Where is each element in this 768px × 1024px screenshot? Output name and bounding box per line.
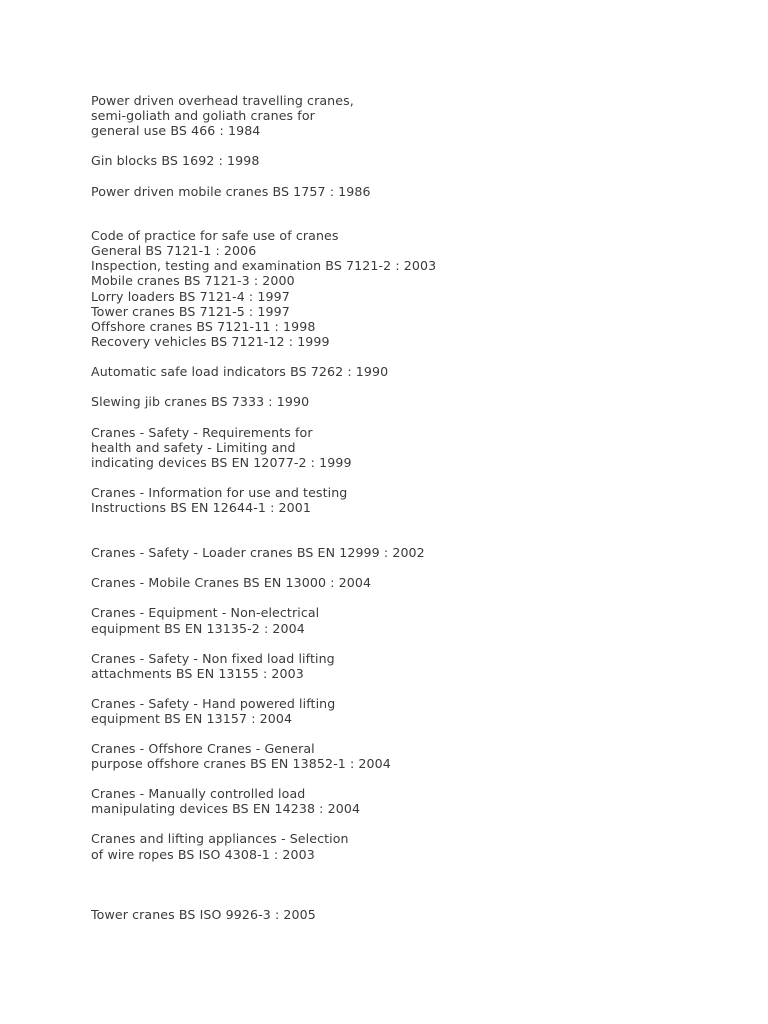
text-line: health and safety - Limiting and (91, 440, 296, 455)
text-line: Recovery vehicles BS 7121-12 : 1999 (91, 334, 330, 349)
text-line: Cranes - Offshore Cranes - General (91, 741, 315, 756)
text-line: Cranes - Equipment - Non-electrical (91, 605, 320, 620)
text-line: Cranes - Safety - Requirements for (91, 425, 313, 440)
text-line: Cranes - Mobile Cranes BS EN 13000 : 2004 (91, 575, 372, 590)
text-line: manipulating devices BS EN 14238 : 2004 (91, 801, 361, 816)
text-line: Tower cranes BS 7121-5 : 1997 (91, 304, 290, 319)
text-line: Cranes - Manually controlled load (91, 786, 306, 801)
text-line: Mobile cranes BS 7121-3 : 2000 (91, 273, 295, 288)
text-line: Code of practice for safe use of cranes (91, 228, 339, 243)
text-line: indicating devices BS EN 12077-2 : 1999 (91, 455, 352, 470)
text-line: equipment BS EN 13135-2 : 2004 (91, 621, 305, 636)
text-line: purpose offshore cranes BS EN 13852-1 : 2004 (91, 756, 391, 771)
text-line: Automatic safe load indicators BS 7262 : 1990 (91, 364, 389, 379)
text-line: Offshore cranes BS 7121-11 : 1998 (91, 319, 316, 334)
text-line: equipment BS EN 13157 : 2004 (91, 711, 293, 726)
text-line: Tower cranes BS ISO 9926-3 : 2005 (91, 907, 316, 922)
text-line: Cranes - Safety - Loader cranes BS EN 12999 : 2002 (91, 545, 425, 560)
text-line: general use BS 466 : 1984 (91, 123, 261, 138)
text-line: Cranes - Safety - Hand powered lifting (91, 696, 336, 711)
text-line: Inspection, testing and examination BS 7121-2 : 2003 (91, 258, 437, 273)
text-line: semi-goliath and goliath cranes for (91, 108, 315, 123)
text-line: Instructions BS EN 12644-1 : 2001 (91, 500, 311, 515)
text-line: Power driven mobile cranes BS 1757 : 1986 (91, 184, 371, 199)
text-line: Gin blocks BS 1692 : 1998 (91, 153, 260, 168)
text-line: attachments BS EN 13155 : 2003 (91, 666, 304, 681)
text-line: Power driven overhead travelling cranes, (91, 93, 354, 108)
text-line: Slewing jib cranes BS 7333 : 1990 (91, 394, 310, 409)
text-line: Cranes and lifting appliances - Selection (91, 831, 349, 846)
text-line: Cranes - Safety - Non fixed load lifting (91, 651, 335, 666)
text-line: Cranes - Information for use and testing (91, 485, 348, 500)
text-line: Lorry loaders BS 7121-4 : 1997 (91, 289, 290, 304)
text-line: of wire ropes BS ISO 4308-1 : 2003 (91, 847, 315, 862)
text-line: General BS 7121-1 : 2006 (91, 243, 257, 258)
